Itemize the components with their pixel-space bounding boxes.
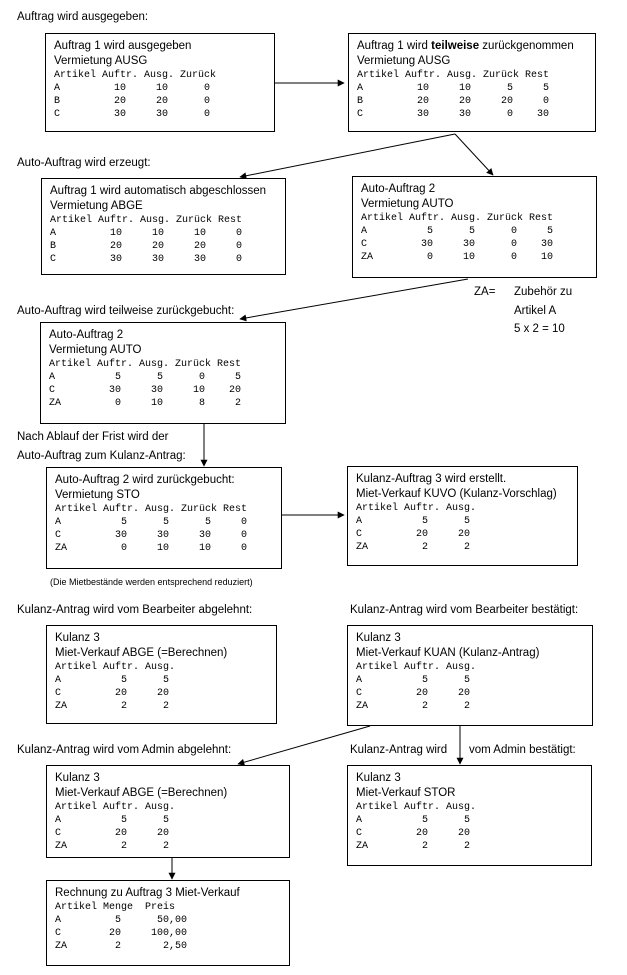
label-bearbeiter-abgelehnt: Kulanz-Antrag wird vom Bearbeiter abgelehnt: xyxy=(17,604,253,616)
box-title: Kulanz 3 xyxy=(356,632,401,644)
box-title: Kulanz-Auftrag 3 wird erstellt. xyxy=(356,473,507,485)
box-kulanz3-bearbeiter-bestaetigt xyxy=(347,625,593,726)
title-bold-part: teilweise xyxy=(431,40,480,52)
box-auftrag1-abgeschlossen xyxy=(41,178,286,275)
box-title: Auto-Auftrag 2 xyxy=(49,329,124,341)
box-title xyxy=(357,39,595,54)
box-status: Vermietung AUTO xyxy=(49,344,142,356)
box-title: Auto-Auftrag 2 xyxy=(361,183,436,195)
arrow-b4-to-b5 xyxy=(240,279,468,319)
label-admin-bestaetigt-a: Kulanz-Antrag wird xyxy=(350,744,448,756)
box-status: Miet-Verkauf STOR xyxy=(356,787,456,799)
box-auto-auftrag2-erzeugt xyxy=(352,176,597,278)
box-status: Vermietung AUSG xyxy=(54,55,148,67)
label-bearbeiter-bestaetigt: Kulanz-Antrag wird vom Bearbeiter bestätigt: xyxy=(350,604,579,616)
box-table: Artikel Auftr. Ausg. A 5 5 C 20 20 ZA 2 2 xyxy=(356,503,477,553)
box-kulanz3-admin-bestaetigt xyxy=(347,765,592,866)
label-auftrag-ausgegeben: Auftrag wird ausgegeben: xyxy=(17,11,149,23)
box-auto-auftrag2-zurueckgebucht xyxy=(46,467,282,569)
box-title: Auto-Auftrag 2 wird zurückgebucht: xyxy=(55,474,235,486)
box-title: Kulanz 3 xyxy=(55,772,100,784)
box-status: Vermietung AUSG xyxy=(357,55,451,67)
title-part: zurückgenommen xyxy=(479,40,574,52)
note-mietbestaende: (Die Mietbestände werden entsprechend reduziert) xyxy=(50,577,253,587)
box-status: Vermietung STO xyxy=(55,489,140,501)
box-table: Artikel Auftr. Ausg. Zurück Rest A 5 5 0 5 C 30 30 10 20 ZA 0 10 8 2 xyxy=(49,359,242,409)
za-note-line1: Zubehör zu xyxy=(514,286,573,298)
za-note-line2: Artikel A xyxy=(514,305,557,317)
label-auto-auftrag-teilweise: Auto-Auftrag wird teilweise zurückgebucht: xyxy=(17,305,235,317)
box-title: Rechnung zu Auftrag 3 Miet-Verkauf xyxy=(55,887,240,899)
box-table: Artikel Auftr. Ausg. Zurück A 10 10 0 B 20 20 0 C 30 30 0 xyxy=(54,70,217,120)
box-status: Miet-Verkauf KUAN (Kulanz-Antrag) xyxy=(356,647,540,659)
box-table: Artikel Auftr. Ausg. Zurück Rest A 5 5 5 0 C 30 30 30 0 ZA 0 10 10 0 xyxy=(55,504,248,554)
box-status: Miet-Verkauf ABGE (=Berechnen) xyxy=(55,647,228,659)
box-title: Kulanz 3 xyxy=(55,632,100,644)
box-auftrag1-teilweise xyxy=(348,33,596,132)
box-status: Miet-Verkauf ABGE (=Berechnen) xyxy=(55,787,228,799)
box-table: Artikel Auftr. Ausg. A 5 5 C 20 20 ZA 2 2 xyxy=(356,662,477,712)
label-admin-abgelehnt: Kulanz-Antrag wird vom Admin abgelehnt: xyxy=(17,744,232,756)
za-label: ZA= xyxy=(474,286,496,298)
za-note-line3: 5 x 2 = 10 xyxy=(514,323,565,335)
title-part: Auftrag 1 wird xyxy=(357,40,432,52)
box-table: Artikel Auftr. Ausg. A 5 5 C 20 20 ZA 2 2 xyxy=(356,802,477,852)
box-auftrag1-ausgegeben xyxy=(45,33,275,132)
arrow-b2-to-b3 xyxy=(240,134,455,177)
box-status: Vermietung AUTO xyxy=(361,198,454,210)
box-rechnung-auftrag3 xyxy=(46,880,290,966)
label-nach-ablauf: Nach Ablauf der Frist wird der xyxy=(17,431,169,443)
box-table: Artikel Auftr. Ausg. Zurück Rest A 10 10 10 0 B 20 20 20 0 C 30 30 30 0 xyxy=(50,215,243,265)
box-auto-auftrag2-teilweise xyxy=(40,322,286,424)
box-kulanz3-bearbeiter-abgelehnt xyxy=(46,625,277,724)
box-kulanz3-admin-abgelehnt xyxy=(46,765,290,858)
label-zum-kulanz-antrag: Auto-Auftrag zum Kulanz-Antrag: xyxy=(17,450,186,462)
box-status: Miet-Verkauf KUVO (Kulanz-Vorschlag) xyxy=(356,488,557,500)
box-table: Artikel Auftr. Ausg. A 5 5 C 20 20 ZA 2 2 xyxy=(55,662,176,712)
label-auto-auftrag-erzeugt: Auto-Auftrag wird erzeugt: xyxy=(17,157,151,169)
box-title: Kulanz 3 xyxy=(356,772,401,784)
box-title: Auftrag 1 wird ausgegeben xyxy=(54,40,192,52)
box-status: Vermietung ABGE xyxy=(50,200,143,212)
box-title: Auftrag 1 wird automatisch abgeschlossen xyxy=(50,185,267,197)
arrow-b2-to-b4 xyxy=(455,134,493,175)
box-table: Artikel Auftr. Ausg. Zurück Rest A 5 5 0 5 C 30 30 0 30 ZA 0 10 0 10 xyxy=(361,213,554,263)
box-table: Artikel Auftr. Ausg. Zurück Rest A 10 10 5 5 B 20 20 20 0 C 30 30 0 30 xyxy=(357,70,550,120)
box-kulanz-auftrag3-erstellt xyxy=(347,466,578,566)
box-table: Artikel Auftr. Ausg. A 5 5 C 20 20 ZA 2 2 xyxy=(55,802,176,852)
label-admin-bestaetigt-b: vom Admin bestätigt: xyxy=(469,744,576,756)
box-table: Artikel Menge Preis A 5 50,00 C 20 100,00 ZA 2 2,50 xyxy=(55,902,188,952)
